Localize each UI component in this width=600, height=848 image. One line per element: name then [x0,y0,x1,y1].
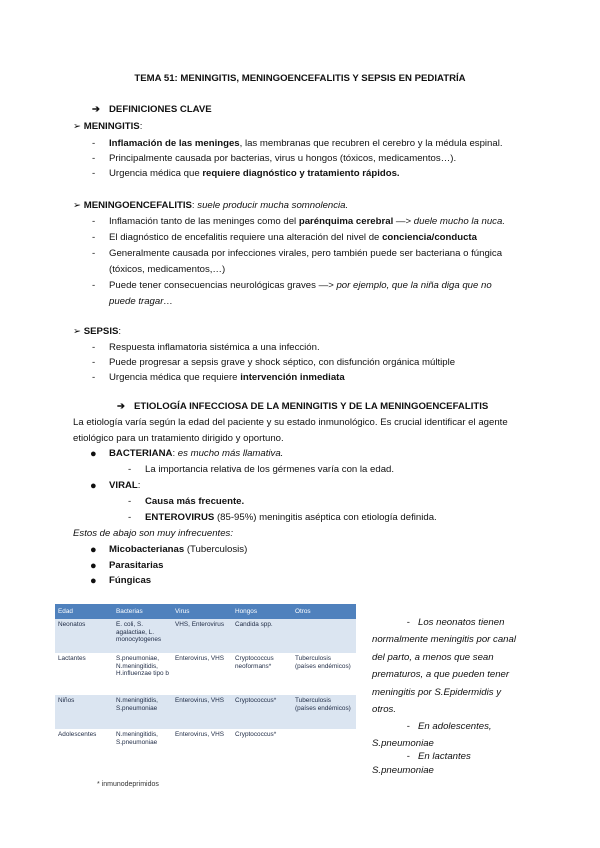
text: meningitis aséptica con etiología definida. [256,512,437,523]
text: En lactantes [418,751,471,762]
etiologia-paragraph-line-2: etiológico para un tratamiento dirigido y oportuno. [73,433,284,444]
arrow-icon: ➔ [117,401,126,412]
meningitis-item-3 [109,168,400,180]
italic-note: es mucho más llamativa. [177,448,284,459]
meningitis-item-2: Principalmente causada por bacterias, virus u hongos (tóxicos, medicamentos…). [109,153,457,164]
text: (85-95%) [214,512,257,523]
table-cell: Candida spp. [232,619,292,653]
meningoenc-item-3-line-1: Generalmente causada por infecciones virales, pero también puede ser bacteriana o fúngica [109,248,503,259]
colon: : [118,326,122,337]
dot-bullet: ● [90,575,97,587]
table-header-cell: Virus [172,604,232,619]
bacteriana-subitem: La importancia relativa de los gérmenes varía con la edad. [145,464,395,475]
italic-note: duele mucho la nuca. [413,216,505,227]
etiology-table [55,604,356,759]
arrowhead-bullet-icon: ➢ [73,200,82,211]
side-note-line [372,718,492,736]
table-header-row [55,604,356,619]
table-row [55,619,356,653]
italic-note: por ejemplo, que la niña diga que no [336,280,492,291]
dash-bullet: - [92,216,96,227]
text: Urgencia médica que [109,168,203,179]
side-note-line: normalmente meningitis por canal [372,634,516,645]
dash-bullet: - [406,721,410,732]
italic-note: suele producir mucha somnolencia. [197,200,349,211]
table-header-cell: Bacterias [113,604,172,619]
dash-bullet: - [92,168,96,179]
table-cell: Enterovirus, VHS [172,695,232,729]
bold-text: BACTERIANA [109,448,173,459]
bold-text: Micobacterianas [109,544,185,555]
table-cell: N.meningitidis, S.pneumoniae [113,695,172,729]
table-cell: Cryptococcus* [232,729,292,759]
bold-text: ENTEROVIRUS [145,512,215,523]
table-row [55,653,356,695]
dash-bullet: - [92,153,96,164]
dash-bullet: - [128,512,132,523]
etiologia-bacteriana [109,448,283,460]
arrowhead-bullet-icon: ➢ [73,326,82,337]
section-heading-etiologia: ETIOLOGÍA INFECCIOSA DE LA MENINGITIS Y DE LA MENINGOENCEFALITIS [134,401,489,412]
bold-text: Inflamación de las meninges [109,138,240,149]
arrowhead-bullet-icon: ➢ [73,121,82,132]
dot-bullet: ● [90,448,97,460]
text: En adolescentes, [418,721,492,732]
sepsis-item-1: Respuesta inflamatoria sistémica a una infección. [109,342,320,353]
term-label: MENINGITIS [83,121,140,132]
table-cell: Cryptococcus neoformans* [232,653,292,695]
side-note-line: meningitis por S.Epidermidis y [372,687,502,698]
side-note-line: otros. [372,704,396,715]
arrow-text: —> [393,216,414,227]
term-sepsis [73,326,121,338]
table-row [55,695,356,729]
colon: : [139,121,143,132]
text: Inflamación tanto de las meninges como del [109,216,299,227]
text: , las membranas que recubren el cerebro y la médula espinal. [239,138,503,149]
bold-text: conciencia/conducta [382,232,477,243]
text: Puede tener consecuencias neurológicas graves —> [109,280,337,291]
table-header-cell: Edad [55,604,113,619]
viral-subitem-2 [145,512,437,524]
bold-text: VIRAL [109,480,138,491]
dash-bullet: - [406,751,410,762]
infrequent-intro: Estos de abajo son muy infrecuentes: [73,528,233,539]
table-cell [292,729,356,759]
meningitis-item-1 [109,138,503,150]
table-cell: Tuberculosis (países endémicos) [292,653,356,695]
table-header-cell: Hongos [232,604,292,619]
dash-bullet: - [92,342,96,353]
side-note-line: prematuros, a que pueden tener [372,669,510,680]
table-cell: E. coli, S. agalactiae, L. monocytogenes [113,619,172,653]
dash-bullet: - [92,372,96,383]
meningoenc-item-2 [109,232,477,244]
table-cell: Adolescentes [55,729,113,759]
dash-bullet: - [128,496,132,507]
text: Los neonatos tienen [418,617,505,628]
text: Urgencia médica que requiere [109,372,241,383]
document-title: TEMA 51: MENINGITIS, MENINGOENCEFALITIS Y SEPSIS EN PEDIATRÍA [134,73,466,84]
dot-bullet: ● [90,480,97,492]
term-label: MENINGOENCEFALITIS [83,200,192,211]
table-footnote: * inmunodeprimidos [97,781,159,788]
text: (Tuberculosis) [184,544,248,555]
infrequent-item-3: Fúngicas [109,575,152,586]
infrequent-item-1 [109,544,247,556]
table-cell: Neonatos [55,619,113,653]
table-cell: Niños [55,695,113,729]
meningoenc-item-3-line-2: (tóxicos, medicamentos,…) [109,264,226,275]
infrequent-item-2: Parasitarias [109,560,164,571]
meningoenc-item-4-line-1 [109,280,492,292]
colon: : [191,200,198,211]
meningoenc-item-4-line-2: puede tragar… [109,296,173,307]
section-heading-definiciones: DEFINICIONES CLAVE [109,104,212,115]
dash-bullet: - [128,464,132,475]
meningoenc-item-1 [109,216,505,228]
term-meningitis [73,121,142,133]
table-cell: S.pneumoniae, N.meningitidis, H.influenzae tipo b [113,653,172,695]
table-cell: Cryptococcus* [232,695,292,729]
dash-bullet: - [92,232,96,243]
side-note-line: del parto, a menos que sean [372,652,494,663]
arrow-icon: ➔ [92,104,101,115]
term-label: SEPSIS [83,326,119,337]
table-row [55,729,356,759]
bold-text: intervención inmediata [240,372,345,383]
viral-subitem-1: Causa más frecuente. [145,496,245,507]
dash-bullet: - [92,357,96,368]
term-meningoencefalitis [73,200,348,212]
dot-bullet: ● [90,544,97,556]
dash-bullet: - [92,248,96,259]
sepsis-item-2: Puede progresar a sepsis grave y shock séptico, con disfunción orgánica múltiple [109,357,456,368]
colon: : [172,448,178,459]
etiologia-paragraph-line-1: La etiología varía según la edad del paciente y su estado inmunológico. Es crucial identificar el agente [73,417,508,428]
side-note-line: S.pneumoniae [372,765,434,776]
bold-text: parénquima cerebral [298,216,394,227]
etiologia-viral [109,480,140,492]
table-cell: VHS, Enterovirus [172,619,232,653]
table-cell [292,619,356,653]
bold-text: requiere diagnóstico y tratamiento rápidos. [202,168,400,179]
table-header-cell: Otros [292,604,356,619]
table-cell: Enterovirus, VHS [172,729,232,759]
table-cell: Lactantes [55,653,113,695]
table-cell: N.meningitidis, S.pneumoniae [113,729,172,759]
text: El diagnóstico de encefalitis requiere una alteración del nivel de [109,232,383,243]
side-note-line [372,614,504,632]
side-note-line: S.pneumoniae [372,738,434,749]
dash-bullet: - [406,617,410,628]
table-cell: Enterovirus, VHS [172,653,232,695]
dot-bullet: ● [90,560,97,572]
dash-bullet: - [92,138,96,149]
sepsis-item-3 [109,372,345,384]
table-cell: Tuberculosis (países endémicos) [292,695,356,729]
colon: : [137,480,141,491]
dash-bullet: - [92,280,96,291]
